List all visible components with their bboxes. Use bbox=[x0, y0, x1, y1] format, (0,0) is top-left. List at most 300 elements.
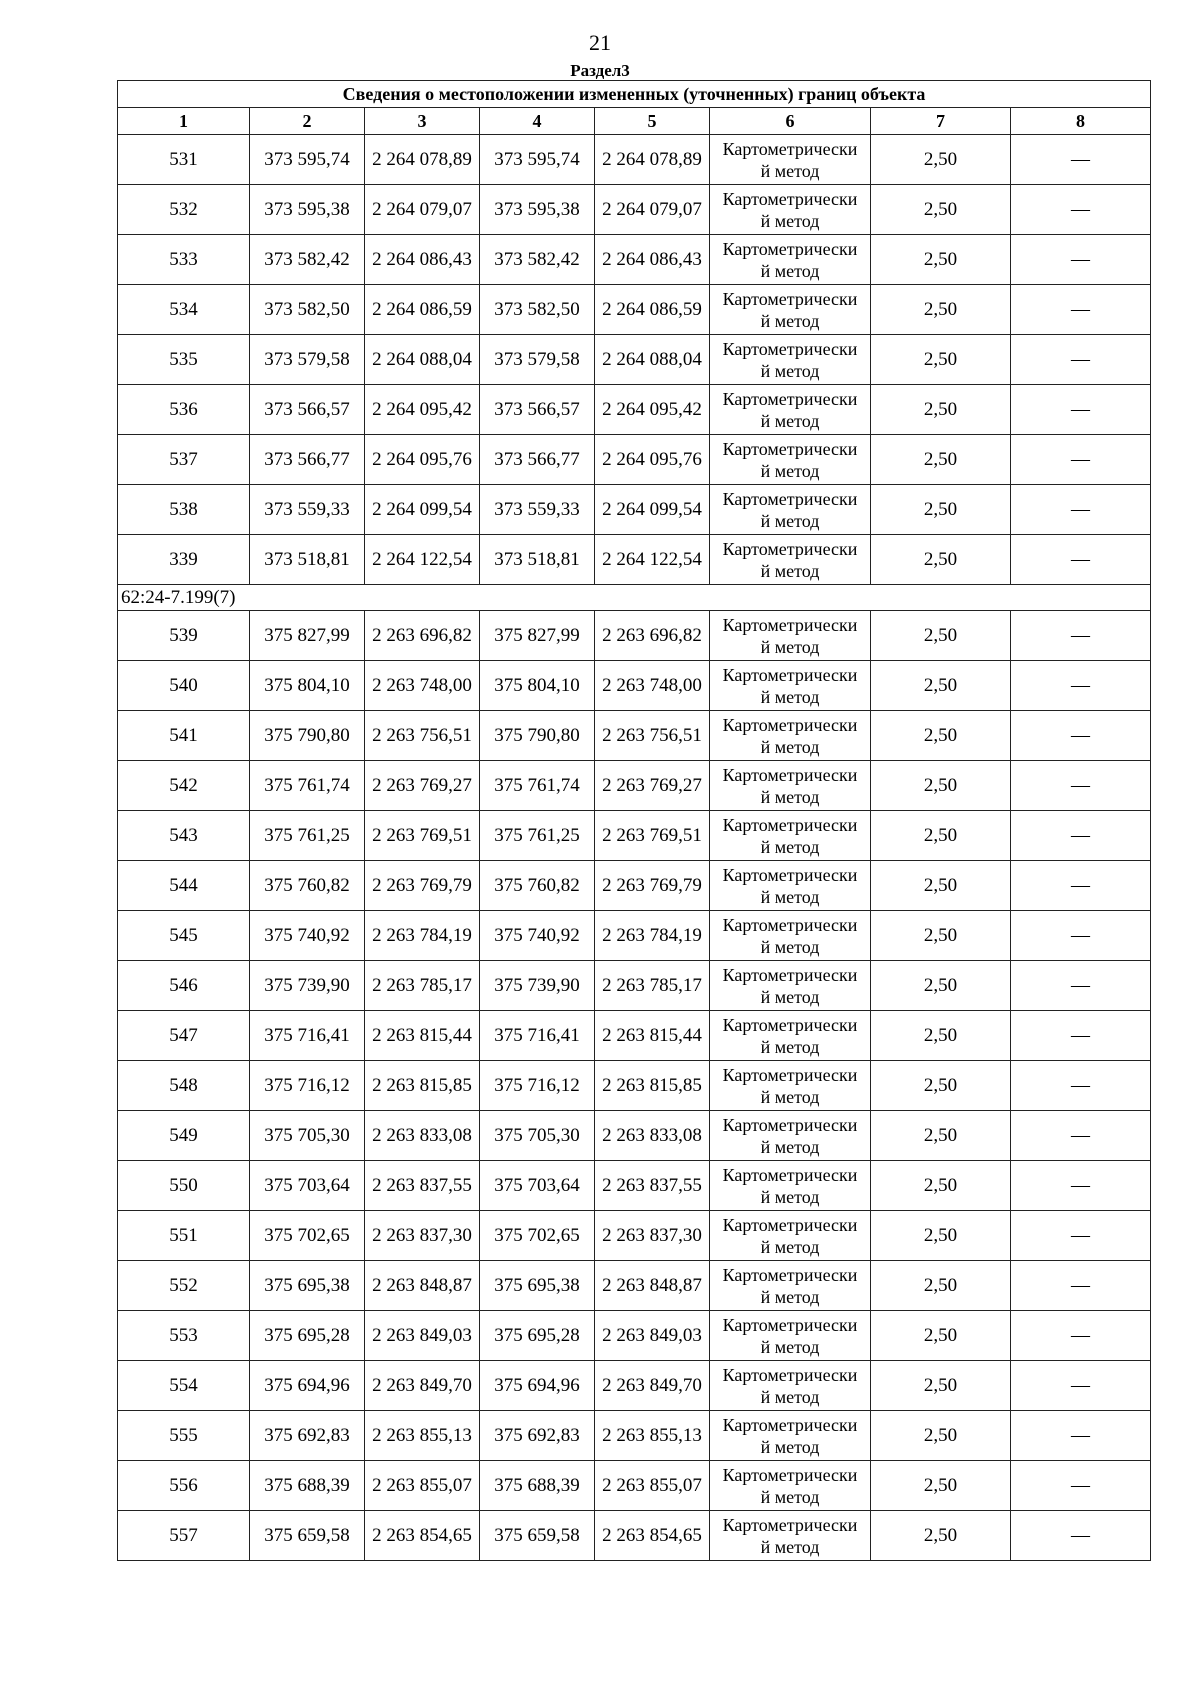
note-dash: — bbox=[1011, 535, 1151, 585]
method-line-2: й метод bbox=[760, 1186, 820, 1207]
method-line-2: й метод bbox=[760, 560, 820, 581]
coord-x-old: 373 566,57 bbox=[250, 385, 365, 435]
table-row bbox=[118, 861, 1151, 911]
method-line-1: Картометрически bbox=[722, 488, 858, 509]
method-line-1: Картометрически bbox=[722, 1214, 858, 1235]
method-cell bbox=[710, 535, 871, 585]
coord-x-old: 373 559,33 bbox=[250, 485, 365, 535]
note-dash: — bbox=[1011, 911, 1151, 961]
coord-y-old: 2 263 849,70 bbox=[365, 1361, 480, 1411]
column-header: 1 bbox=[118, 108, 250, 135]
coord-y-new: 2 263 849,03 bbox=[595, 1311, 710, 1361]
point-number: 339 bbox=[118, 535, 250, 585]
coord-y-old: 2 263 748,00 bbox=[365, 661, 480, 711]
coord-y-new: 2 263 769,79 bbox=[595, 861, 710, 911]
coord-x-new: 375 804,10 bbox=[480, 661, 595, 711]
note-dash: — bbox=[1011, 135, 1151, 185]
coord-x-new: 373 559,33 bbox=[480, 485, 595, 535]
method-cell bbox=[710, 385, 871, 435]
method-cell bbox=[710, 235, 871, 285]
coord-x-new: 375 703,64 bbox=[480, 1161, 595, 1211]
table-row bbox=[118, 961, 1151, 1011]
coord-y-new: 2 263 748,00 bbox=[595, 661, 710, 711]
point-number: 556 bbox=[118, 1461, 250, 1511]
coord-y-new: 2 263 854,65 bbox=[595, 1511, 710, 1561]
coord-x-old: 375 695,28 bbox=[250, 1311, 365, 1361]
method-line-1: Картометрически bbox=[722, 1164, 858, 1185]
coord-y-old: 2 264 099,54 bbox=[365, 485, 480, 535]
method-line-1: Картометрически bbox=[722, 1464, 858, 1485]
note-dash: — bbox=[1011, 1511, 1151, 1561]
coord-x-old: 373 582,42 bbox=[250, 235, 365, 285]
method-cell bbox=[710, 1361, 871, 1411]
accuracy: 2,50 bbox=[871, 435, 1011, 485]
method-line-1: Картометрически bbox=[722, 138, 858, 159]
method-cell bbox=[710, 1061, 871, 1111]
coord-x-old: 375 804,10 bbox=[250, 661, 365, 711]
accuracy: 2,50 bbox=[871, 811, 1011, 861]
point-number: 533 bbox=[118, 235, 250, 285]
coord-y-old: 2 264 122,54 bbox=[365, 535, 480, 585]
accuracy: 2,50 bbox=[871, 861, 1011, 911]
point-number: 557 bbox=[118, 1511, 250, 1561]
method-line-2: й метод bbox=[760, 410, 820, 431]
point-number: 548 bbox=[118, 1061, 250, 1111]
coord-x-new: 373 518,81 bbox=[480, 535, 595, 585]
note-dash: — bbox=[1011, 611, 1151, 661]
method-line-1: Картометрически bbox=[722, 338, 858, 359]
coord-x-old: 375 688,39 bbox=[250, 1461, 365, 1511]
coord-y-old: 2 263 756,51 bbox=[365, 711, 480, 761]
coord-x-old: 373 579,58 bbox=[250, 335, 365, 385]
method-line-1: Картометрически bbox=[722, 1114, 858, 1135]
point-number: 538 bbox=[118, 485, 250, 535]
coord-x-new: 373 579,58 bbox=[480, 335, 595, 385]
point-number: 551 bbox=[118, 1211, 250, 1261]
coord-x-old: 373 582,50 bbox=[250, 285, 365, 335]
coord-x-old: 373 566,77 bbox=[250, 435, 365, 485]
coord-x-new: 373 595,74 bbox=[480, 135, 595, 185]
method-line-1: Картометрически bbox=[722, 764, 858, 785]
coord-x-new: 373 582,42 bbox=[480, 235, 595, 285]
page-number: 21 bbox=[589, 30, 611, 55]
note-dash: — bbox=[1011, 661, 1151, 711]
point-number: 532 bbox=[118, 185, 250, 235]
note-dash: — bbox=[1011, 1061, 1151, 1111]
coord-x-new: 375 692,83 bbox=[480, 1411, 595, 1461]
table-row bbox=[118, 385, 1151, 435]
accuracy: 2,50 bbox=[871, 235, 1011, 285]
coord-y-new: 2 263 769,27 bbox=[595, 761, 710, 811]
note-dash: — bbox=[1011, 1111, 1151, 1161]
section-title: Раздел3 bbox=[570, 61, 630, 80]
method-cell bbox=[710, 1161, 871, 1211]
coord-y-old: 2 264 078,89 bbox=[365, 135, 480, 185]
column-header: 7 bbox=[871, 108, 1011, 135]
coord-y-new: 2 264 095,76 bbox=[595, 435, 710, 485]
coord-y-old: 2 264 079,07 bbox=[365, 185, 480, 235]
accuracy: 2,50 bbox=[871, 485, 1011, 535]
point-number: 554 bbox=[118, 1361, 250, 1411]
point-number: 536 bbox=[118, 385, 250, 435]
point-number: 542 bbox=[118, 761, 250, 811]
method-cell bbox=[710, 1261, 871, 1311]
note-dash: — bbox=[1011, 961, 1151, 1011]
coord-y-new: 2 264 095,42 bbox=[595, 385, 710, 435]
method-line-2: й метод bbox=[760, 886, 820, 907]
note-dash: — bbox=[1011, 1361, 1151, 1411]
method-line-1: Картометрически bbox=[722, 864, 858, 885]
note-dash: — bbox=[1011, 1261, 1151, 1311]
coord-x-new: 375 761,25 bbox=[480, 811, 595, 861]
method-line-2: й метод bbox=[760, 1286, 820, 1307]
coord-y-new: 2 263 769,51 bbox=[595, 811, 710, 861]
column-header: 8 bbox=[1011, 108, 1151, 135]
table-row bbox=[118, 661, 1151, 711]
table-row bbox=[118, 611, 1151, 661]
coord-x-old: 375 761,25 bbox=[250, 811, 365, 861]
coord-y-old: 2 263 848,87 bbox=[365, 1261, 480, 1311]
accuracy: 2,50 bbox=[871, 1361, 1011, 1411]
coord-y-new: 2 263 848,87 bbox=[595, 1261, 710, 1311]
method-line-2: й метод bbox=[760, 1386, 820, 1407]
method-line-1: Картометрически bbox=[722, 714, 858, 735]
note-dash: — bbox=[1011, 861, 1151, 911]
point-number: 555 bbox=[118, 1411, 250, 1461]
method-cell bbox=[710, 1511, 871, 1561]
method-line-1: Картометрически bbox=[722, 664, 858, 685]
coord-x-old: 373 595,74 bbox=[250, 135, 365, 185]
note-dash: — bbox=[1011, 185, 1151, 235]
table-row bbox=[118, 535, 1151, 585]
coord-y-new: 2 263 855,13 bbox=[595, 1411, 710, 1461]
table-row bbox=[118, 435, 1151, 485]
coord-x-new: 375 761,74 bbox=[480, 761, 595, 811]
point-number: 540 bbox=[118, 661, 250, 711]
method-line-1: Картометрически bbox=[722, 288, 858, 309]
accuracy: 2,50 bbox=[871, 611, 1011, 661]
accuracy: 2,50 bbox=[871, 1061, 1011, 1111]
point-number: 547 bbox=[118, 1011, 250, 1061]
point-number: 546 bbox=[118, 961, 250, 1011]
note-dash: — bbox=[1011, 385, 1151, 435]
method-line-1: Картометрически bbox=[722, 538, 858, 559]
coord-x-old: 375 740,92 bbox=[250, 911, 365, 961]
note-dash: — bbox=[1011, 711, 1151, 761]
table-row bbox=[118, 811, 1151, 861]
note-dash: — bbox=[1011, 1011, 1151, 1061]
method-cell bbox=[710, 1111, 871, 1161]
method-cell bbox=[710, 335, 871, 385]
method-line-1: Картометрически bbox=[722, 238, 858, 259]
accuracy: 2,50 bbox=[871, 1411, 1011, 1461]
method-line-2: й метод bbox=[760, 1336, 820, 1357]
coord-y-new: 2 263 837,30 bbox=[595, 1211, 710, 1261]
coord-x-new: 375 739,90 bbox=[480, 961, 595, 1011]
method-cell bbox=[710, 861, 871, 911]
method-line-2: й метод bbox=[760, 1086, 820, 1107]
coord-y-new: 2 264 078,89 bbox=[595, 135, 710, 185]
method-line-2: й метод bbox=[760, 986, 820, 1007]
coord-y-new: 2 264 099,54 bbox=[595, 485, 710, 535]
method-line-2: й метод bbox=[760, 310, 820, 331]
coord-y-old: 2 264 088,04 bbox=[365, 335, 480, 385]
accuracy: 2,50 bbox=[871, 1161, 1011, 1211]
method-cell bbox=[710, 435, 871, 485]
coord-y-old: 2 263 855,07 bbox=[365, 1461, 480, 1511]
method-line-2: й метод bbox=[760, 510, 820, 531]
coord-x-new: 375 659,58 bbox=[480, 1511, 595, 1561]
accuracy: 2,50 bbox=[871, 135, 1011, 185]
coord-x-old: 375 705,30 bbox=[250, 1111, 365, 1161]
note-dash: — bbox=[1011, 1411, 1151, 1461]
coord-x-new: 375 688,39 bbox=[480, 1461, 595, 1511]
point-number: 543 bbox=[118, 811, 250, 861]
accuracy: 2,50 bbox=[871, 1011, 1011, 1061]
method-line-2: й метод bbox=[760, 936, 820, 957]
point-number: 550 bbox=[118, 1161, 250, 1211]
point-number: 539 bbox=[118, 611, 250, 661]
method-cell bbox=[710, 485, 871, 535]
method-cell bbox=[710, 1461, 871, 1511]
method-line-1: Картометрически bbox=[722, 1264, 858, 1285]
method-line-1: Картометрически bbox=[722, 914, 858, 935]
method-line-2: й метод bbox=[760, 1236, 820, 1257]
method-line-2: й метод bbox=[760, 1436, 820, 1457]
method-line-1: Картометрически bbox=[722, 614, 858, 635]
coord-x-new: 375 694,96 bbox=[480, 1361, 595, 1411]
column-header: 4 bbox=[480, 108, 595, 135]
method-line-2: й метод bbox=[760, 1136, 820, 1157]
coord-x-old: 375 761,74 bbox=[250, 761, 365, 811]
method-line-2: й метод bbox=[760, 1536, 820, 1557]
coord-y-old: 2 263 837,55 bbox=[365, 1161, 480, 1211]
table-row bbox=[118, 1411, 1151, 1461]
point-number: 549 bbox=[118, 1111, 250, 1161]
coord-x-new: 373 595,38 bbox=[480, 185, 595, 235]
coord-y-new: 2 263 756,51 bbox=[595, 711, 710, 761]
method-line-2: й метод bbox=[760, 786, 820, 807]
method-cell bbox=[710, 1211, 871, 1261]
table-row bbox=[118, 1111, 1151, 1161]
point-number: 531 bbox=[118, 135, 250, 185]
accuracy: 2,50 bbox=[871, 1311, 1011, 1361]
method-line-1: Картометрически bbox=[722, 814, 858, 835]
accuracy: 2,50 bbox=[871, 711, 1011, 761]
point-number: 541 bbox=[118, 711, 250, 761]
accuracy: 2,50 bbox=[871, 185, 1011, 235]
coord-y-new: 2 264 122,54 bbox=[595, 535, 710, 585]
coord-y-new: 2 263 815,44 bbox=[595, 1011, 710, 1061]
coord-x-old: 373 518,81 bbox=[250, 535, 365, 585]
accuracy: 2,50 bbox=[871, 1461, 1011, 1511]
method-line-2: й метод bbox=[760, 1036, 820, 1057]
coord-y-new: 2 263 696,82 bbox=[595, 611, 710, 661]
table-row bbox=[118, 1461, 1151, 1511]
accuracy: 2,50 bbox=[871, 1261, 1011, 1311]
method-line-2: й метод bbox=[760, 160, 820, 181]
method-line-1: Картометрически bbox=[722, 1314, 858, 1335]
table-row bbox=[118, 285, 1151, 335]
coord-y-old: 2 263 784,19 bbox=[365, 911, 480, 961]
table-row bbox=[118, 1261, 1151, 1311]
method-line-2: й метод bbox=[760, 460, 820, 481]
coord-x-new: 375 695,38 bbox=[480, 1261, 595, 1311]
point-number: 553 bbox=[118, 1311, 250, 1361]
column-header: 3 bbox=[365, 108, 480, 135]
table-row bbox=[118, 185, 1151, 235]
method-line-2: й метод bbox=[760, 686, 820, 707]
note-dash: — bbox=[1011, 1161, 1151, 1211]
coord-y-old: 2 264 095,42 bbox=[365, 385, 480, 435]
accuracy: 2,50 bbox=[871, 961, 1011, 1011]
coord-x-new: 375 827,99 bbox=[480, 611, 595, 661]
point-number: 534 bbox=[118, 285, 250, 335]
accuracy: 2,50 bbox=[871, 661, 1011, 711]
cadastral-number: 62:24-7.199(7) bbox=[118, 585, 1151, 611]
column-header: 6 bbox=[710, 108, 871, 135]
accuracy: 2,50 bbox=[871, 1211, 1011, 1261]
column-header: 2 bbox=[250, 108, 365, 135]
accuracy: 2,50 bbox=[871, 1511, 1011, 1561]
group-row bbox=[118, 585, 1151, 611]
note-dash: — bbox=[1011, 1461, 1151, 1511]
method-line-2: й метод bbox=[760, 736, 820, 757]
method-cell bbox=[710, 185, 871, 235]
note-dash: — bbox=[1011, 1211, 1151, 1261]
coord-y-old: 2 264 086,43 bbox=[365, 235, 480, 285]
coord-x-old: 375 694,96 bbox=[250, 1361, 365, 1411]
method-line-2: й метод bbox=[760, 1486, 820, 1507]
coord-x-new: 375 740,92 bbox=[480, 911, 595, 961]
method-cell bbox=[710, 961, 871, 1011]
coord-y-old: 2 263 833,08 bbox=[365, 1111, 480, 1161]
method-cell bbox=[710, 761, 871, 811]
coord-x-old: 375 703,64 bbox=[250, 1161, 365, 1211]
note-dash: — bbox=[1011, 1311, 1151, 1361]
accuracy: 2,50 bbox=[871, 385, 1011, 435]
coord-y-new: 2 263 855,07 bbox=[595, 1461, 710, 1511]
coord-y-new: 2 263 833,08 bbox=[595, 1111, 710, 1161]
coord-y-old: 2 263 849,03 bbox=[365, 1311, 480, 1361]
coord-y-new: 2 263 785,17 bbox=[595, 961, 710, 1011]
method-cell bbox=[710, 661, 871, 711]
method-cell bbox=[710, 811, 871, 861]
table-row bbox=[118, 235, 1151, 285]
method-cell bbox=[710, 911, 871, 961]
coord-y-old: 2 263 696,82 bbox=[365, 611, 480, 661]
point-number: 537 bbox=[118, 435, 250, 485]
method-cell bbox=[710, 611, 871, 661]
column-header: 5 bbox=[595, 108, 710, 135]
coord-y-old: 2 263 769,51 bbox=[365, 811, 480, 861]
coord-x-old: 375 739,90 bbox=[250, 961, 365, 1011]
point-number: 545 bbox=[118, 911, 250, 961]
method-cell bbox=[710, 711, 871, 761]
accuracy: 2,50 bbox=[871, 911, 1011, 961]
note-dash: — bbox=[1011, 335, 1151, 385]
method-line-1: Картометрически bbox=[722, 1014, 858, 1035]
coord-y-new: 2 264 086,59 bbox=[595, 285, 710, 335]
method-line-1: Картометрически bbox=[722, 1514, 858, 1535]
coord-x-new: 375 705,30 bbox=[480, 1111, 595, 1161]
coord-x-old: 375 716,12 bbox=[250, 1061, 365, 1111]
accuracy: 2,50 bbox=[871, 1111, 1011, 1161]
method-line-1: Картометрически bbox=[722, 1414, 858, 1435]
coord-x-new: 375 695,28 bbox=[480, 1311, 595, 1361]
coord-x-old: 375 695,38 bbox=[250, 1261, 365, 1311]
table-row bbox=[118, 485, 1151, 535]
note-dash: — bbox=[1011, 285, 1151, 335]
coord-x-new: 375 760,82 bbox=[480, 861, 595, 911]
coord-y-old: 2 263 855,13 bbox=[365, 1411, 480, 1461]
method-line-1: Картометрически bbox=[722, 438, 858, 459]
coord-y-old: 2 264 095,76 bbox=[365, 435, 480, 485]
method-line-2: й метод bbox=[760, 360, 820, 381]
method-line-2: й метод bbox=[760, 836, 820, 857]
coord-y-old: 2 264 086,59 bbox=[365, 285, 480, 335]
accuracy: 2,50 bbox=[871, 335, 1011, 385]
table-row bbox=[118, 1511, 1151, 1561]
note-dash: — bbox=[1011, 435, 1151, 485]
coord-x-old: 375 659,58 bbox=[250, 1511, 365, 1561]
table-row bbox=[118, 1011, 1151, 1061]
coord-y-new: 2 263 815,85 bbox=[595, 1061, 710, 1111]
table-row bbox=[118, 135, 1151, 185]
method-line-1: Картометрически bbox=[722, 388, 858, 409]
accuracy: 2,50 bbox=[871, 535, 1011, 585]
method-cell bbox=[710, 135, 871, 185]
table-row bbox=[118, 711, 1151, 761]
coord-y-old: 2 263 815,44 bbox=[365, 1011, 480, 1061]
accuracy: 2,50 bbox=[871, 761, 1011, 811]
coord-x-old: 375 716,41 bbox=[250, 1011, 365, 1061]
method-cell bbox=[710, 285, 871, 335]
note-dash: — bbox=[1011, 235, 1151, 285]
boundary-table bbox=[117, 80, 1151, 1561]
coord-y-old: 2 263 785,17 bbox=[365, 961, 480, 1011]
coord-x-new: 375 702,65 bbox=[480, 1211, 595, 1261]
coord-y-new: 2 264 079,07 bbox=[595, 185, 710, 235]
coord-x-new: 373 566,77 bbox=[480, 435, 595, 485]
coord-y-new: 2 264 086,43 bbox=[595, 235, 710, 285]
coord-x-old: 375 790,80 bbox=[250, 711, 365, 761]
coord-y-new: 2 264 088,04 bbox=[595, 335, 710, 385]
coord-x-old: 375 760,82 bbox=[250, 861, 365, 911]
method-line-1: Картометрически bbox=[722, 188, 858, 209]
table-row bbox=[118, 335, 1151, 385]
point-number: 535 bbox=[118, 335, 250, 385]
note-dash: — bbox=[1011, 811, 1151, 861]
method-line-1: Картометрически bbox=[722, 964, 858, 985]
coord-y-old: 2 263 854,65 bbox=[365, 1511, 480, 1561]
method-cell bbox=[710, 1011, 871, 1061]
method-line-1: Картометрически bbox=[722, 1064, 858, 1085]
coord-y-old: 2 263 837,30 bbox=[365, 1211, 480, 1261]
method-line-2: й метод bbox=[760, 260, 820, 281]
table-row bbox=[118, 1061, 1151, 1111]
table-body bbox=[118, 135, 1151, 1561]
coord-y-old: 2 263 769,27 bbox=[365, 761, 480, 811]
method-cell bbox=[710, 1311, 871, 1361]
accuracy: 2,50 bbox=[871, 285, 1011, 335]
coord-x-new: 375 716,12 bbox=[480, 1061, 595, 1111]
table-caption: Сведения о местоположении измененных (уточненных) границ объекта bbox=[118, 81, 1151, 108]
coord-x-new: 375 790,80 bbox=[480, 711, 595, 761]
note-dash: — bbox=[1011, 761, 1151, 811]
coord-x-old: 375 827,99 bbox=[250, 611, 365, 661]
coord-x-new: 373 582,50 bbox=[480, 285, 595, 335]
